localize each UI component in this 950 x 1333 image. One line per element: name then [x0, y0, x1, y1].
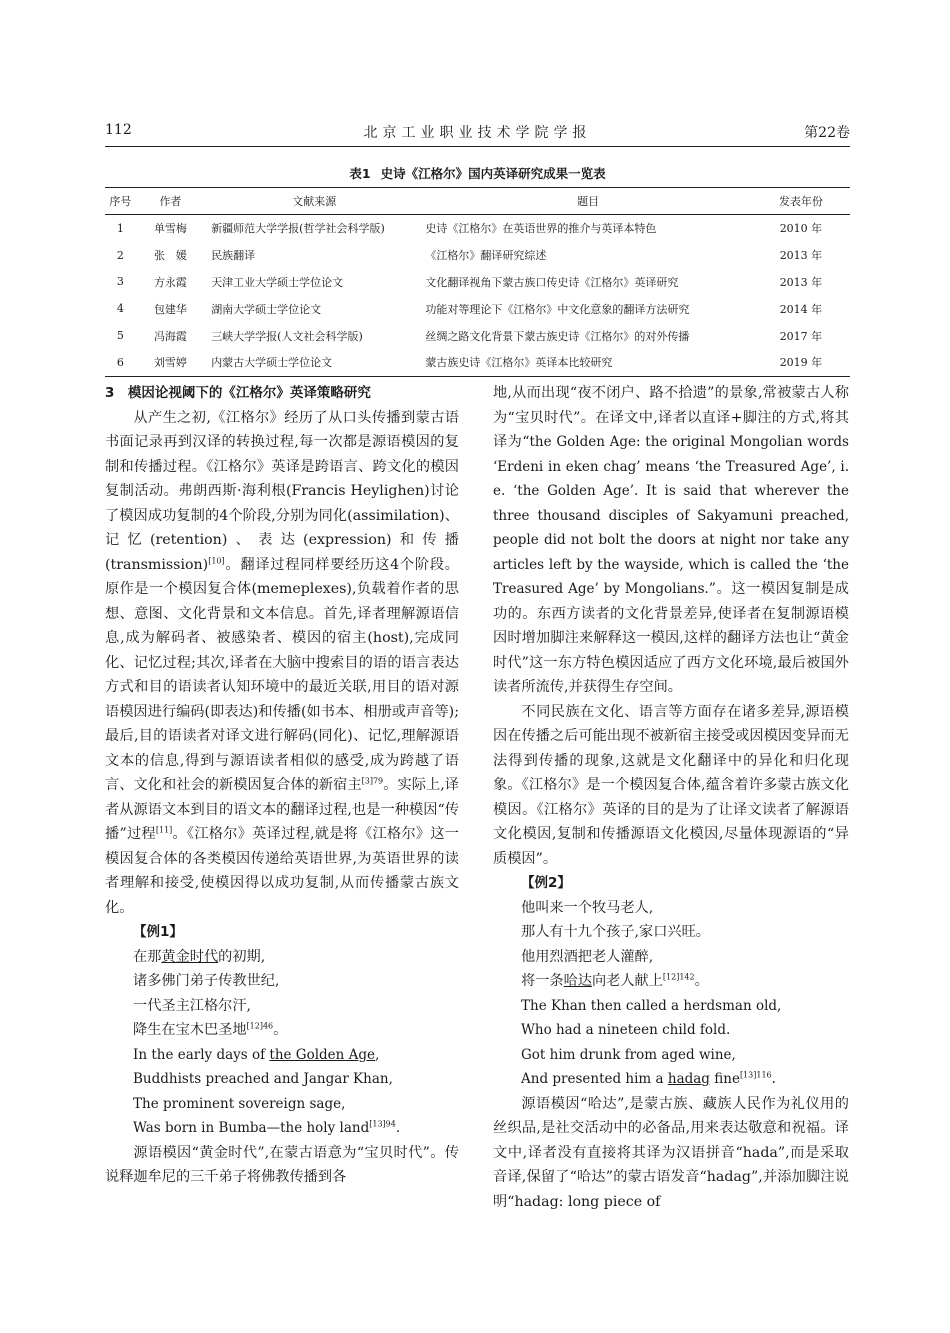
- col-header-year: 发表年份: [752, 188, 850, 215]
- text-run: .: [395, 1120, 401, 1136]
- col-header-source: 文献来源: [205, 188, 424, 215]
- paragraph: 源语模因“哈达”,是蒙古族、藏族人民作为礼仪用的丝织品,是社交活动中的必备品,用来表达敬意和祝福。译文中,译者没有直接将其译为汉语拼音“hada”,而是采取音译,保留了“哈达”的蒙古语发音“hadag”,并添加脚注说明“hadag: long piece of: [493, 1095, 849, 1210]
- table-caption: [105, 164, 850, 182]
- cell-author: 冯海霞: [153, 329, 187, 343]
- cell-title: 文化翻译视角下蒙古族口传史诗《江格尔》英译研究: [425, 275, 679, 289]
- verse-line: 诸多佛门弟子传教世纪,: [133, 973, 280, 989]
- paragraph: 源语模因“黄金时代”,在蒙古语意为“宝贝时代”。传说释迦牟尼的三千弟子将佛教传播到各: [105, 1144, 459, 1185]
- text-run: 将一条: [521, 973, 564, 989]
- right-column: [493, 381, 849, 1214]
- col-header-no: 序号: [105, 188, 136, 215]
- underlined-term: hadag: [667, 1071, 710, 1087]
- citation: [11]: [155, 825, 173, 835]
- cell-title: 蒙古族史诗《江格尔》英译本比较研究: [424, 349, 752, 376]
- paragraph: [493, 381, 849, 700]
- page-number: 112: [105, 122, 132, 138]
- cell-source: 新疆师范大学学报(哲学社会科学版): [211, 222, 385, 236]
- citation: [12]142: [662, 972, 695, 982]
- verse-line: 他用烈酒把老人灌醉,: [521, 948, 654, 965]
- col-header-title: 题目: [424, 188, 752, 215]
- text-run: ,: [375, 1046, 380, 1063]
- cell-author: 包建华: [153, 302, 187, 316]
- table-row: [105, 322, 850, 349]
- verse-line: 他叫来一个牧马老人,: [521, 899, 654, 916]
- example-label: 【例2】: [521, 875, 571, 891]
- journal-title: 北京工业职业技术学院学报: [363, 125, 592, 141]
- verse-line: [105, 945, 459, 970]
- cell-source: 内蒙古大学硕士学位论文: [205, 349, 424, 376]
- cell-source: 天津工业大学硕士学位论文: [211, 275, 344, 289]
- cell-no: 6: [105, 349, 136, 376]
- citation: [13]116: [739, 1070, 772, 1080]
- text-run: In the early days of: [133, 1046, 270, 1063]
- text-run: And presented him a: [521, 1071, 668, 1087]
- table-row: [105, 215, 850, 242]
- table-row: [105, 242, 850, 269]
- table-row: [105, 269, 850, 296]
- cell-author: 刘雪婷: [136, 349, 205, 376]
- text-run: 在那: [133, 948, 162, 965]
- footnote-translation: the Golden Age: the original Mongolian words ‘Erdeni in eken chag’ means ‘the Treasured Age’, i. e. ‘the Golden Age’. It is said that wherever the three thousand disciples of Sakyamuni preached, people did not bolt the doors at night nor take any articles left by the wayside, which is called the ‘the Treasured Age’ by Mongolians.: [493, 434, 849, 597]
- text-run: 。《江格尔》英译过程,就是将《江格尔》这一模因复合体的各类模因传递给英语世界,为英语世界的读者理解和接受,使模因得以成功复制,从而传播蒙古族文化。: [105, 826, 459, 916]
- cell-source: 民族翻译: [211, 249, 256, 263]
- verse-line: [105, 1018, 459, 1043]
- text-run: 。: [273, 1022, 288, 1038]
- cell-title: 《江格尔》翻译研究综述: [425, 249, 547, 263]
- citation: [3]79: [361, 776, 384, 786]
- left-column: [105, 381, 459, 1190]
- text-run: Was born in Bumba—the holy land: [133, 1120, 370, 1136]
- table-header-row: [105, 188, 850, 215]
- cell-no: 4: [116, 302, 124, 316]
- citation: [12]46: [246, 1021, 274, 1031]
- cell-no: 2: [116, 248, 124, 262]
- table-caption-label: 表1: [349, 166, 371, 181]
- text-run: 。: [694, 973, 709, 989]
- reference-table: [105, 187, 850, 377]
- text-run: 向老人献上: [591, 973, 663, 989]
- cell-no: 3: [116, 275, 124, 289]
- text-run: fine: [709, 1071, 740, 1087]
- citation: [10]: [208, 555, 225, 565]
- verse-line-en: [493, 1067, 849, 1092]
- cell-title: 功能对等理论下《江格尔》中文化意象的翻译方法研究: [425, 302, 690, 316]
- cell-year: 2019 年: [752, 349, 850, 376]
- cell-year: 2010 年: [779, 222, 823, 236]
- cell-title: 丝绸之路文化背景下蒙古族史诗《江格尔》的对外传播: [425, 329, 690, 343]
- text-run: 。实际上,译者从源语文本到目的语文本的翻译过程,也是一种模因“传播”过程: [105, 777, 459, 842]
- underlined-term: 哈达: [563, 973, 592, 989]
- text-run: 。翻译过程同样要经历这4个阶段。原作是一个模因复合体(memeplexes),负载着作者的思想、意图、文化背景和文本信息。首先,译者理解源语信息,成为解码者、被感染者、模因的宿主(host),完成同化、记忆过程;其次,译者在大脑中搜索目的语的语言表达方式和目的语读者认知环境中的最近关联,用目的语对源语模因进行编码(即表达)和传播(如书本、相册或声音等);最后,目的语读者对译文进行解码(同化)、记忆,理解源语文本的信息,得到与源语读者相似的感受,成为跨越了语言、文化和社会的新模因复合体的新宿主: [105, 556, 459, 793]
- cell-source: 湖南大学硕士学位论文: [211, 302, 322, 316]
- verse-line-en: Buddhists preached and Jangar Khan,: [133, 1071, 393, 1087]
- table-caption-text: 史诗《江格尔》国内英译研究成果一览表: [380, 166, 606, 181]
- text-run: 地,从而出现“夜不闭户、路不拾遗”的景象,常被蒙古人称为“宝贝时代”。在译文中,译者以直译+脚注的方式,将其译为“: [493, 385, 849, 450]
- verse-line: 那人有十九个孩子,家口兴旺。: [521, 924, 710, 940]
- cell-source: 三峡大学学报(人文社会科学版): [211, 329, 363, 343]
- cell-author: 方永霞: [153, 275, 187, 289]
- cell-year: 2014 年: [779, 302, 823, 316]
- paragraph: [105, 406, 459, 921]
- page-header: [105, 122, 850, 147]
- verse-line-en: Who had a nineteen child fold.: [521, 1022, 731, 1038]
- text-run: 降生在宝木巴圣地: [133, 1022, 247, 1038]
- text-run: ”。这一模因复制是成功的。东西方读者的文化背景差异,使译者在复制源语模因时增加脚注来解释这一模因,这样的翻译方法也让“黄金时代”这一东方特色模因适应了西方文化环境,最后被国外读者所流传,并获得生存空间。: [493, 581, 849, 695]
- verse-line: 一代圣主江格尔汗,: [133, 997, 252, 1014]
- text-run: 从产生之初,《江格尔》经历了从口头传播到蒙古语书面记录再到汉译的转换过程,每一次都是源语模因的复制和传播过程。《江格尔》英译是跨语言、跨文化的模因复制活动。弗朗西斯·海利根(Francis Heylighen)讨论了模因成功复制的4个阶段,分别为同化(assimilation)、记忆(retention)、表达(expression)和传播(transmission): [105, 409, 459, 573]
- table-row: [105, 295, 850, 322]
- verse-line: [493, 969, 849, 994]
- cell-no: 1: [116, 221, 124, 235]
- verse-line-en: Got him drunk from aged wine,: [521, 1046, 736, 1063]
- verse-line-en: [105, 1043, 459, 1068]
- cell-no: 5: [116, 329, 124, 343]
- verse-line-en: [105, 1116, 459, 1141]
- paragraph: 不同民族在文化、语言等方面存在诸多差异,源语模因在传播之后可能出现不被新宿主接受或因模因变异而无法得到传播的现象,这就是文化翻译中的异化和归化现象。《江格尔》是一个模因复合体,蕴含着许多蒙古族文化模因。《江格尔》英译的目的是为了让译文读者了解源语文化模因,复制和传播源语文化模因,尽量体现源语的“异质模因”。: [493, 703, 849, 867]
- cell-year: 2013 年: [779, 275, 823, 289]
- underlined-term: the Golden Age: [269, 1046, 376, 1063]
- volume-number: 第22卷: [804, 125, 850, 141]
- verse-line-en: The Khan then called a herdsman old,: [521, 997, 782, 1014]
- cell-author: 张 媛: [153, 249, 187, 263]
- section-title: 3 模因论视阈下的《江格尔》英译策略研究: [105, 385, 371, 401]
- verse-line-en: The prominent sovereign sage,: [133, 1095, 346, 1112]
- text-run: 的初期,: [218, 948, 266, 965]
- cell-year: 2017 年: [779, 329, 823, 343]
- cell-year: 2013 年: [779, 249, 823, 263]
- text-run: .: [771, 1071, 776, 1087]
- underlined-term: 黄金时代: [161, 948, 219, 965]
- citation: [13]94: [369, 1119, 396, 1129]
- table-row: [105, 349, 850, 376]
- example-label: 【例1】: [133, 924, 183, 940]
- cell-author: 单雪梅: [153, 222, 187, 236]
- col-header-author: 作者: [136, 188, 205, 215]
- cell-title: 史诗《江格尔》在英语世界的推介与英译本特色: [425, 222, 657, 236]
